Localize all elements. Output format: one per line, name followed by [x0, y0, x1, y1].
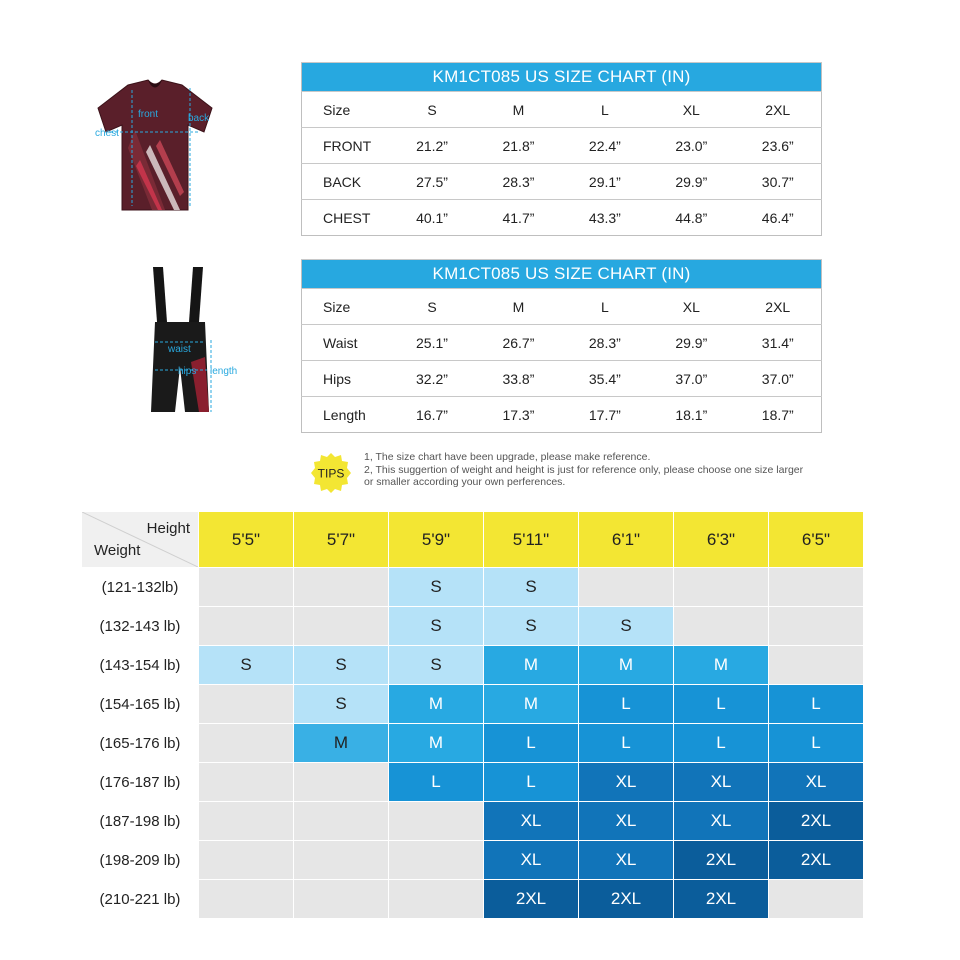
size-cell: XL — [484, 841, 578, 879]
bib-shorts-illustration — [135, 262, 245, 417]
table-row — [82, 724, 863, 762]
height-header-cell: 5'7" — [294, 512, 388, 567]
table-row — [302, 325, 822, 361]
table-cell: 30.7” — [735, 164, 822, 200]
table-cell: 29.1” — [562, 164, 648, 200]
table-cell: 21.2” — [389, 128, 475, 164]
table-cell: 32.2” — [389, 361, 475, 397]
size-cell: L — [769, 685, 863, 723]
size-cell: XL — [769, 763, 863, 801]
size-cell — [199, 841, 293, 879]
hips-label: hips — [178, 366, 197, 377]
size-cell — [389, 802, 483, 840]
size-cell: S — [484, 568, 578, 606]
size-cell: S — [294, 685, 388, 723]
size-cell: L — [769, 724, 863, 762]
table-cell: 37.0” — [648, 361, 734, 397]
weight-range-cell: (187-198 lb) — [82, 802, 198, 840]
height-label: Height — [146, 520, 190, 537]
table-cell: 2XL — [735, 92, 822, 128]
size-cell — [294, 568, 388, 606]
back-label: back — [188, 113, 210, 124]
weight-label: Weight — [94, 542, 141, 559]
size-cell — [389, 880, 483, 918]
size-cell: S — [389, 607, 483, 645]
size-cell: XL — [484, 802, 578, 840]
bib-size-table — [301, 259, 822, 433]
size-cell: L — [674, 685, 768, 723]
size-cell — [199, 802, 293, 840]
size-cell: S — [294, 646, 388, 684]
size-cell — [294, 763, 388, 801]
table-row — [302, 128, 822, 164]
table-cell: 25.1” — [389, 325, 475, 361]
size-cell: XL — [579, 841, 673, 879]
size-cell: XL — [674, 802, 768, 840]
size-cell: M — [389, 724, 483, 762]
size-cell — [769, 607, 863, 645]
height-header-cell: 5'9" — [389, 512, 483, 567]
table-header-row — [302, 289, 822, 325]
size-cell: S — [389, 568, 483, 606]
table-row — [82, 802, 863, 840]
size-cell — [769, 646, 863, 684]
table-cell: 23.6” — [735, 128, 822, 164]
size-cell: XL — [674, 763, 768, 801]
size-cell: 2XL — [674, 880, 768, 918]
table-cell: 31.4” — [735, 325, 822, 361]
waist-label: waist — [168, 344, 191, 355]
table-cell: XL — [648, 289, 734, 325]
height-weight-grid — [81, 511, 864, 919]
table-row — [82, 685, 863, 723]
table-cell: 22.4” — [562, 128, 648, 164]
table-cell: Waist — [302, 325, 389, 361]
table-cell: 28.3” — [562, 325, 648, 361]
size-cell — [769, 568, 863, 606]
table-cell: 46.4” — [735, 200, 822, 236]
size-cell: 2XL — [579, 880, 673, 918]
table-row — [82, 568, 863, 606]
size-cell — [294, 841, 388, 879]
size-cell: M — [484, 646, 578, 684]
jersey-table-title: KM1CT085 US SIZE CHART (IN) — [302, 63, 822, 92]
size-cell: M — [579, 646, 673, 684]
size-cell: XL — [579, 802, 673, 840]
size-cell — [294, 607, 388, 645]
size-cell: M — [294, 724, 388, 762]
height-header-cell: 6'1" — [579, 512, 673, 567]
size-cell — [199, 724, 293, 762]
table-row — [302, 164, 822, 200]
table-cell: FRONT — [302, 128, 389, 164]
table-cell: L — [562, 92, 648, 128]
size-cell — [294, 880, 388, 918]
length-label: length — [210, 366, 238, 377]
size-cell: S — [579, 607, 673, 645]
table-cell: Hips — [302, 361, 389, 397]
grid-body — [82, 568, 863, 918]
table-cell: XL — [648, 92, 734, 128]
table-cell: 17.3” — [475, 397, 561, 433]
size-cell: L — [579, 724, 673, 762]
size-cell: M — [389, 685, 483, 723]
front-label: front — [138, 109, 159, 120]
table-cell: 33.8” — [475, 361, 561, 397]
weight-range-cell: (176-187 lb) — [82, 763, 198, 801]
table-cell: M — [475, 92, 561, 128]
table-cell: 21.8” — [475, 128, 561, 164]
table-cell: 23.0” — [648, 128, 734, 164]
table-cell: Size — [302, 92, 389, 128]
table-cell: 28.3” — [475, 164, 561, 200]
size-cell: 2XL — [484, 880, 578, 918]
weight-range-cell: (143-154 lb) — [82, 646, 198, 684]
size-cell — [199, 685, 293, 723]
table-cell: L — [562, 289, 648, 325]
table-cell: 41.7” — [475, 200, 561, 236]
size-cell — [199, 763, 293, 801]
table-row — [82, 763, 863, 801]
table-row — [302, 361, 822, 397]
table-cell: 27.5” — [389, 164, 475, 200]
table-row — [82, 607, 863, 645]
table-header-row — [302, 92, 822, 128]
table-cell: 40.1” — [389, 200, 475, 236]
size-cell: L — [389, 763, 483, 801]
table-cell: 18.7” — [735, 397, 822, 433]
height-header-row — [82, 512, 863, 567]
jersey-illustration — [80, 70, 230, 220]
size-cell — [389, 841, 483, 879]
height-header-cell: 5'5" — [199, 512, 293, 567]
weight-range-cell: (198-209 lb) — [82, 841, 198, 879]
size-cell: M — [484, 685, 578, 723]
size-cell: L — [579, 685, 673, 723]
height-header-cell: 6'5" — [769, 512, 863, 567]
chest-label: chest — [95, 128, 119, 139]
size-cell — [199, 568, 293, 606]
weight-range-cell: (132-143 lb) — [82, 607, 198, 645]
table-row — [302, 200, 822, 236]
size-cell — [674, 607, 768, 645]
table-row — [82, 880, 863, 918]
size-cell — [199, 607, 293, 645]
table-cell: S — [389, 92, 475, 128]
tips-text — [364, 451, 804, 489]
table-cell: 43.3” — [562, 200, 648, 236]
weight-range-cell: (154-165 lb) — [82, 685, 198, 723]
table-cell: 17.7” — [562, 397, 648, 433]
table-cell: 29.9” — [648, 325, 734, 361]
table-row — [82, 646, 863, 684]
size-cell — [199, 880, 293, 918]
size-cell: M — [674, 646, 768, 684]
tips-badge — [310, 452, 352, 494]
tip-line-2: 2, This suggertion of weight and height is just for reference only, please choose one size larger or smaller according your own perferences. — [364, 463, 804, 488]
table-cell: Length — [302, 397, 389, 433]
height-header-cell: 5'11" — [484, 512, 578, 567]
size-cell: S — [199, 646, 293, 684]
size-cell: L — [484, 724, 578, 762]
weight-range-cell: (121-132lb) — [82, 568, 198, 606]
table-cell: 37.0” — [735, 361, 822, 397]
table-cell: 29.9” — [648, 164, 734, 200]
height-header-cell: 6'3" — [674, 512, 768, 567]
table-cell: 16.7” — [389, 397, 475, 433]
size-cell — [674, 568, 768, 606]
size-cell — [579, 568, 673, 606]
size-cell: S — [389, 646, 483, 684]
size-cell: S — [484, 607, 578, 645]
weight-range-cell: (210-221 lb) — [82, 880, 198, 918]
tip-line-1: 1, The size chart have been upgrade, please make reference. — [364, 451, 651, 463]
table-cell: S — [389, 289, 475, 325]
size-cell: L — [484, 763, 578, 801]
table-cell: 18.1” — [648, 397, 734, 433]
table-cell: BACK — [302, 164, 389, 200]
table-cell: CHEST — [302, 200, 389, 236]
table-cell: 44.8” — [648, 200, 734, 236]
size-cell — [769, 880, 863, 918]
weight-range-cell: (165-176 lb) — [82, 724, 198, 762]
grid-corner — [82, 512, 198, 567]
jersey-size-table — [301, 62, 822, 236]
size-cell: 2XL — [674, 841, 768, 879]
table-cell: Size — [302, 289, 389, 325]
table-cell: M — [475, 289, 561, 325]
size-cell: L — [674, 724, 768, 762]
table-cell: 2XL — [735, 289, 822, 325]
size-cell: 2XL — [769, 802, 863, 840]
bib-table-title: KM1CT085 US SIZE CHART (IN) — [302, 260, 822, 289]
size-cell: 2XL — [769, 841, 863, 879]
tips-badge-text: TIPS — [317, 466, 345, 481]
table-row — [82, 841, 863, 879]
size-cell: XL — [579, 763, 673, 801]
table-cell: 35.4” — [562, 361, 648, 397]
size-cell — [294, 802, 388, 840]
table-row — [302, 397, 822, 433]
table-cell: 26.7” — [475, 325, 561, 361]
